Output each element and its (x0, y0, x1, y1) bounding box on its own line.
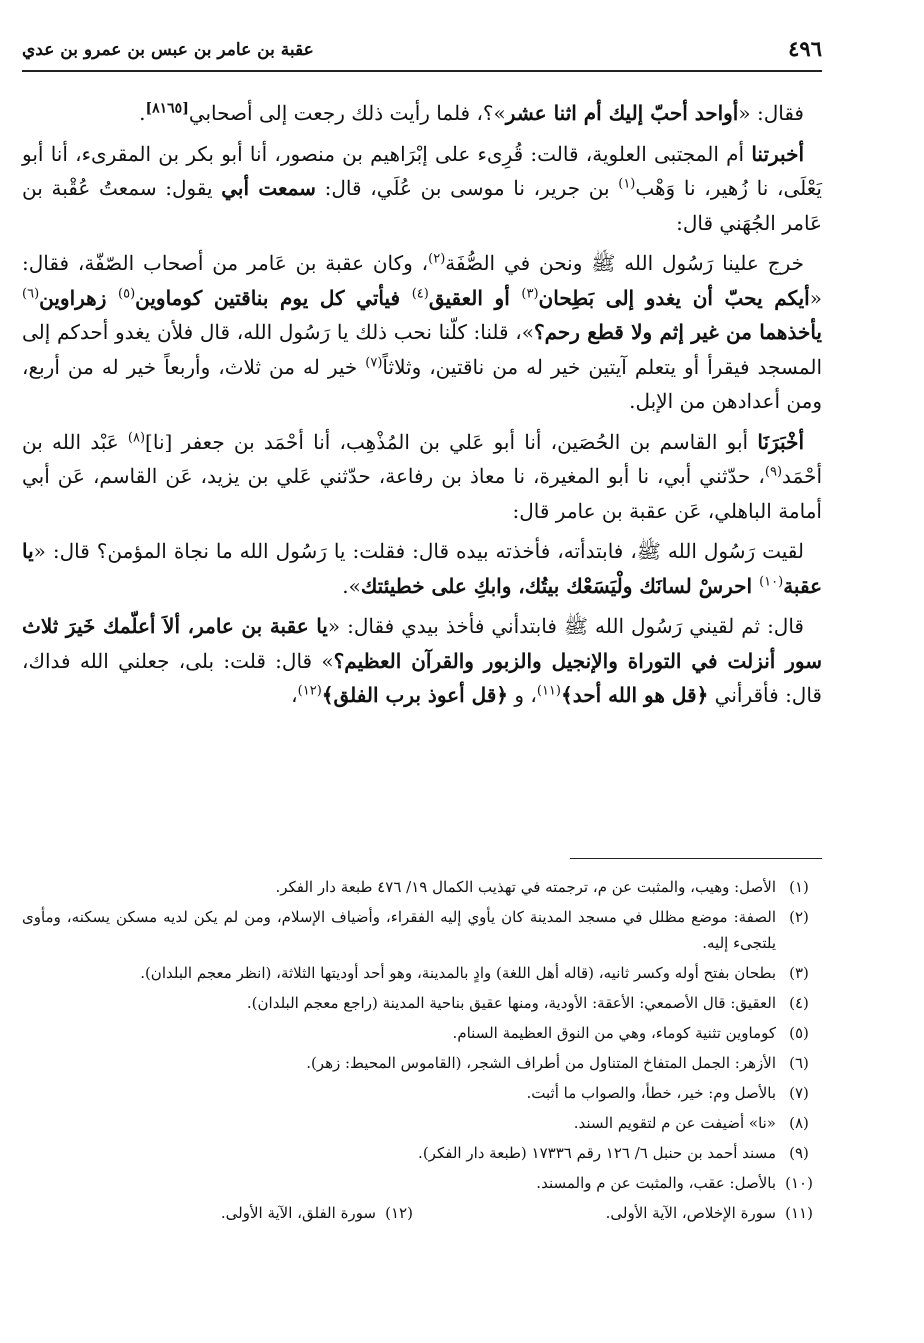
chain-lead-word: أخبرتنا (751, 141, 804, 166)
text-run: ، (291, 683, 298, 707)
paragraph-4 (22, 425, 822, 529)
footnote-number: (٧) (789, 1084, 809, 1102)
page-header (22, 32, 822, 72)
footnote-number: (١) (789, 878, 809, 896)
quote-text: احرسْ لسانَك ولْيَسَعْك بيتُك، وابكِ على خطيئتك (360, 573, 760, 598)
paragraph-3 (22, 246, 822, 419)
footnote-number: (١٠) (785, 1174, 813, 1192)
footnote-text: سورة الفلق، الآية الأولى. (220, 1204, 376, 1222)
footnote-7 (22, 1080, 822, 1106)
text-run: »؟، فلما رأيت ذلك رجعت إلى أصحابي (188, 101, 506, 125)
page-number: ٤٩٦ (788, 36, 822, 61)
footnote-ref-11[interactable]: (١١) (536, 683, 561, 699)
footnote-number: (٩) (789, 1144, 809, 1162)
footnote-2 (22, 904, 822, 956)
footnote-ref-3[interactable]: (٣) (521, 285, 539, 301)
quote-text: زهراوين (39, 285, 118, 310)
footnote-number: (٦) (789, 1054, 809, 1072)
paragraph-2 (22, 137, 822, 241)
footnote-ref-5[interactable]: (٥) (118, 285, 136, 301)
footnote-number: (٣) (789, 964, 809, 982)
footnote-5 (22, 1020, 822, 1046)
footnote-6 (22, 1050, 822, 1076)
footnote-text: الأزهر: الجمل المتفاخ المتناول من أطراف الشجر، (القاموس المحيط: زهر). (306, 1054, 776, 1072)
footnote-text: بالأصل وم: خير، خطأ، والصواب ما أثبت. (526, 1084, 776, 1102)
text-run: خير له من ثلاث، وأربعاً خير له من أربع، ومن أعدادهن من الإبل. (22, 354, 822, 413)
footnote-number: (٨) (789, 1114, 809, 1132)
text-run: » قال: قلت: بلى، جعلني الله فداك، قال: فأقرأني (22, 648, 822, 707)
footnotes (22, 874, 822, 1230)
text-run: يقول: سمعتُ عُقْبة بن عَامر الجُهَني قال: (22, 176, 822, 235)
footnote-3 (22, 960, 822, 986)
text-run: لقيت رَسُول الله ﷺ، فابتدأته، فأخذته بيده قال: فقلت: يا رَسُول الله ما نجاة المؤمن؟ قال: « (33, 539, 804, 563)
quote-text: يا عقبة بن عامر، ألاَ أعلّمك خَيرَ ثلاث سور أنزلت في التوراة والإنجيل والزبور والقرآن العظيم؟ (22, 614, 823, 673)
hadith-reference: [٨١٦٥] (145, 100, 189, 117)
footnote-text: «نا» أضيفت عن م لتقويم السند. (573, 1114, 776, 1132)
footnote-8 (22, 1110, 822, 1136)
footnote-ref-10[interactable]: (١٠) (759, 573, 784, 589)
footnote-10 (22, 1170, 822, 1196)
footnote-text: سورة الإخلاص، الآية الأولى. (605, 1204, 776, 1222)
footnote-number: (١١) (785, 1204, 813, 1222)
running-title: عقبة بن عامر بن عبس بن عمرو بن عدي (22, 40, 314, 60)
text-run: أبو القاسم بن الحُصَين، أنا أبو عَلي بن المُذْهِب، أنا أحْمَد بن جعفر [نا] (145, 429, 758, 454)
footnote-text: الصفة: موضع مظلل في مسجد المدينة كان يأوي إليه الفقراء، وأضياف الإسلام، ومن لم يكن لديه مسكن يسكنه، ومأوى يلتجىء إليه. (22, 908, 776, 952)
text-run: أم المجتبى العلوية، قالت: قُرِىء على إبْرَاهيم بن منصور، أنا أبو بكر بن المقرىء، أنا أبو يَعْلَى، نا زُهير، نا وَهْب (22, 141, 822, 200)
footnote-number: (٤) (789, 994, 809, 1012)
paragraph-5 (22, 534, 822, 603)
text-run: ». (342, 573, 361, 598)
quote-text: أواحد أحبّ إليك أم اثنا عشر (505, 101, 739, 125)
paragraph-6 (22, 609, 822, 713)
text-run: ، حدّثني أبي، نا أبو المغيرة، نا معاذ بن رفاعة، حدّثني عَلي بن يزيد، عَن القاسم، عَن أبي أمامة الباهلي، عَن عقبة بن عامر قال: (22, 464, 822, 523)
text-run: »، قلنا: كلّنا نحب ذلك يا رَسُول الله، قال فلأن يغدو أحدكم إلى المسجد فيقرأ أو يتعلم آيتين خير له من ناقتين، وثلاثاً (22, 320, 823, 379)
footnote-text: العقيق: قال الأصمعي: الأعقة: الأودية، ومنها عقيق بناحية المدينة (راجع معجم البلدان). (246, 994, 776, 1012)
quote-text: أيكم يحبّ أن يغدو إلى بَطِحان (538, 285, 810, 310)
footnote-number: (١٢) (385, 1204, 413, 1222)
footnote-ref-9[interactable]: (٩) (764, 464, 783, 480)
text-run: . (139, 101, 146, 125)
quote-text: فيأتي كل يوم بناقتين كوماوين (135, 285, 412, 310)
quran-quote: ﴿قل أعوذ برب الفلق﴾ (321, 683, 509, 707)
footnote-9 (22, 1140, 822, 1166)
footnote-number: (٥) (789, 1024, 809, 1042)
footnote-row (22, 1200, 822, 1230)
footnote-text: مسند أحمد بن حنبل ٦/ ١٢٦ رقم ١٧٣٣٦ (طبعة دار الفكر). (418, 1144, 776, 1162)
footnote-text: كوماوين تثنية كوماء، وهي من النوق العظيمة السنام. (452, 1024, 776, 1042)
text-run: ، وكان عقبة بن عَامر من أصحاب الصّفّة، فقال: « (22, 251, 822, 310)
quran-quote: ﴿قل هو الله أحد﴾ (560, 683, 709, 707)
footnote-11 (422, 1200, 822, 1226)
footnote-number: (٢) (789, 908, 809, 926)
footnote-ref-1[interactable]: (١) (618, 176, 636, 192)
quote-text: يأخذهما من غير إثم ولا قطع رحم؟ (533, 320, 822, 344)
text-run: عَبْد الله بن أحْمَد (22, 429, 822, 488)
footnote-4 (22, 990, 822, 1016)
chain-lead-word: أخْبَرَنَا (757, 429, 804, 454)
text-run: ، و (508, 683, 537, 707)
paragraph-1 (22, 96, 822, 131)
quote-text: يا عقبة (22, 539, 822, 598)
text-run: بن جرير، نا موسى بن عُلَي، قال: (315, 176, 619, 200)
footnote-text: الأصل: وهيب، والمثبت عن م، ترجمته في تهذيب الكمال ١٩/ ٤٧٦ طبعة دار الفكر. (275, 878, 776, 896)
bold-text: سمعت أبي (221, 176, 316, 200)
footnote-text: بطحان بفتح أوله وكسر ثانيه، (قاله أهل اللغة) وادٍ بالمدينة، وهو أحد أوديتها الثلاثة، (انظر معجم البلدان). (140, 964, 776, 982)
text-run: فقال: « (738, 101, 804, 125)
footnote-text: بالأصل: عقب، والمثبت عن م والمسند. (536, 1174, 776, 1192)
text-run: خرج علينا رَسُول الله ﷺ ونحن في الصُّفَة (445, 251, 804, 275)
footnote-ref-6[interactable]: (٦) (22, 285, 40, 301)
main-text (22, 96, 822, 719)
footnote-separator (570, 858, 822, 859)
footnote-ref-8[interactable]: (٨) (127, 429, 146, 445)
footnote-ref-2[interactable]: (٢) (428, 251, 446, 267)
footnote-ref-7[interactable]: (٧) (365, 354, 383, 370)
footnote-1 (22, 874, 822, 900)
text-run: قال: ثم لقيني رَسُول الله ﷺ فابتدأني فأخذ بيدي فقال: « (327, 614, 804, 638)
footnote-ref-4[interactable]: (٤) (411, 285, 429, 301)
footnote-ref-12[interactable]: (١٢) (297, 683, 322, 699)
quote-text: أو العقيق (428, 285, 522, 310)
footnote-12 (22, 1200, 422, 1226)
